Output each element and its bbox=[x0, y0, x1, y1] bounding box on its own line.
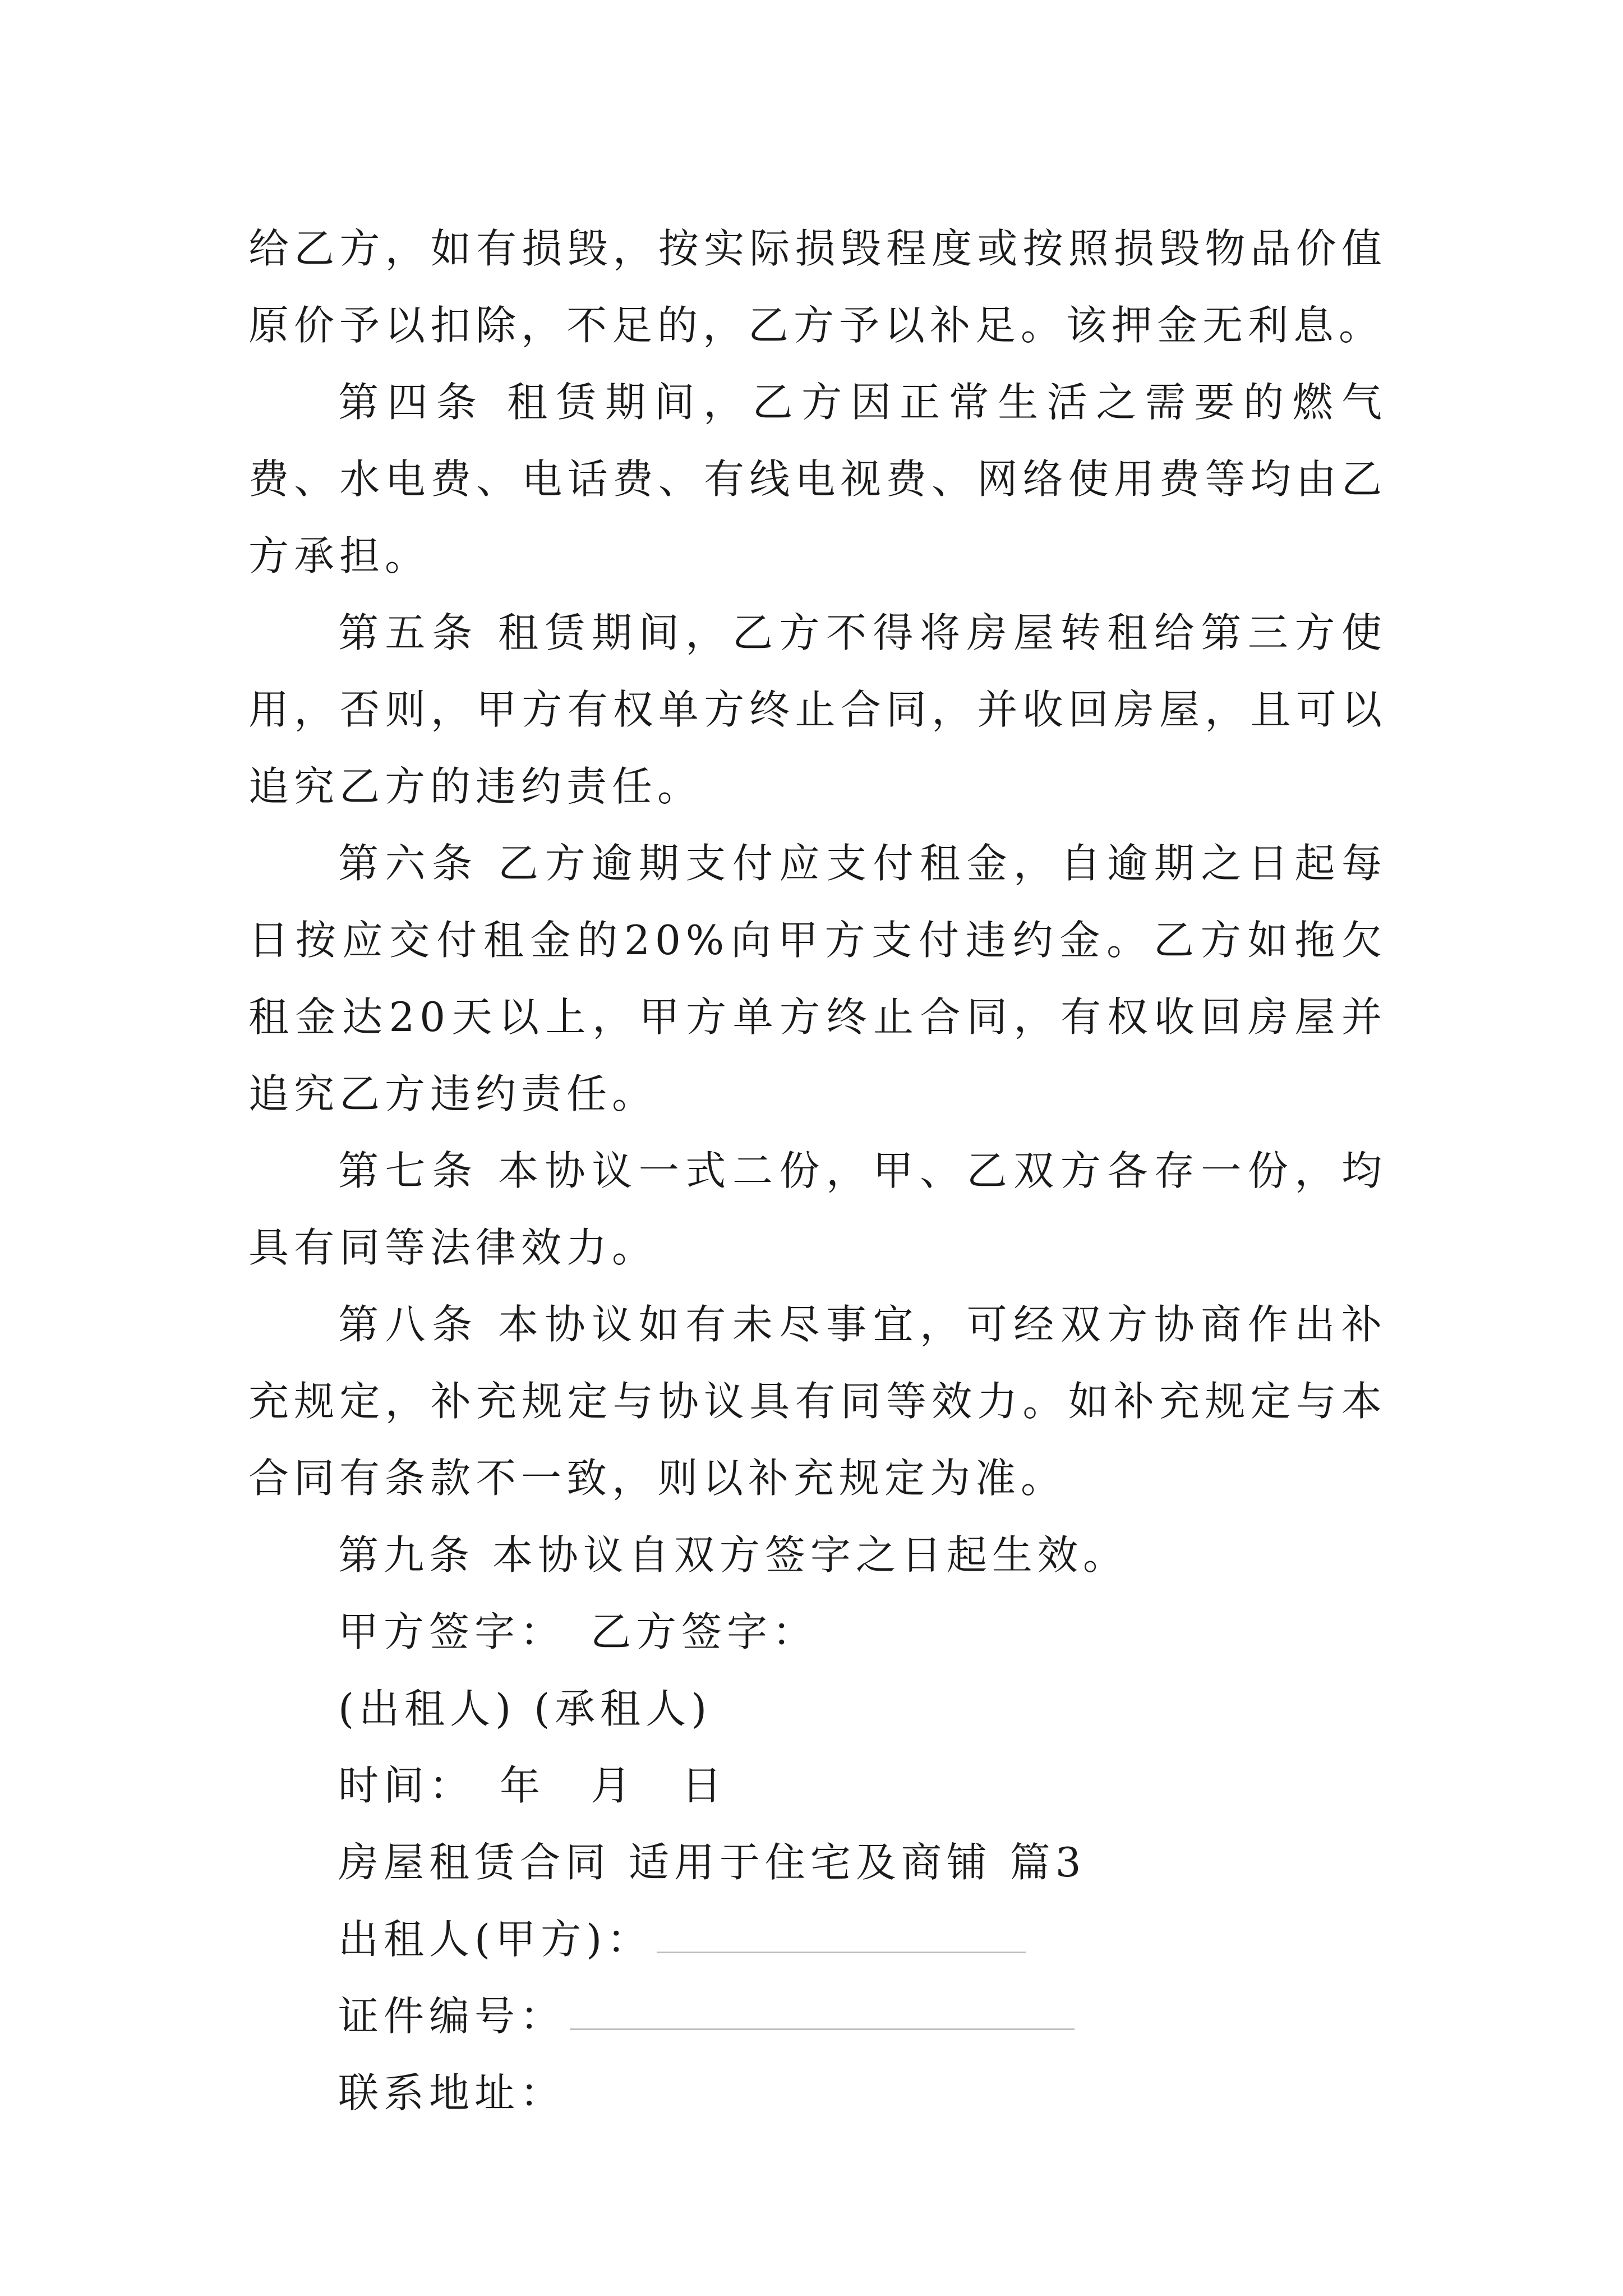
article-7: 第七条 本协议一式二份，甲、乙双方各存一份，均具有同等法律效力。 bbox=[248, 1147, 1387, 1271]
paragraph-deposit-continued: 给乙方，如有损毁，按实际损毁程度或按照损毁物品价值原价予以扣除，不足的，乙方予以补足。该押金无利息。 bbox=[248, 225, 1387, 349]
id-number-field bbox=[248, 1978, 1387, 2055]
roles-line: (出租人) (承租人) bbox=[338, 1685, 712, 1732]
article-4: 第四条 租赁期间，乙方因正常生活之需要的燃气费、水电费、电话费、有线电视费、网络使用费等均由乙方承担。 bbox=[248, 379, 1387, 579]
address-field bbox=[248, 2055, 1387, 2132]
next-contract-title: 房屋租赁合同 适用于住宅及商铺 篇3 bbox=[338, 1839, 1086, 1886]
article-9: 第九条 本协议自双方签字之日起生效。 bbox=[338, 1531, 1128, 1579]
article-6: 第六条 乙方逾期支付应支付租金，自逾期之日起每日按应交付租金的20%向甲方支付违约金。乙方如拖欠租金达20天以上，甲方单方终止合同，有权收回房屋并追究乙方违约责任。 bbox=[248, 840, 1387, 1117]
document-body bbox=[248, 210, 1387, 2132]
signature-line: 甲方签字： 乙方签字： bbox=[338, 1608, 818, 1655]
id-number-blank bbox=[570, 1996, 1075, 2030]
address-label: 联系地址： bbox=[338, 2069, 566, 2116]
lessor-label: 出租人(甲方)： bbox=[338, 1916, 653, 1963]
article-5: 第五条 租赁期间，乙方不得将房屋转租给第三方使用，否则，甲方有权单方终止合同，并收回房屋，且可以追究乙方的违约责任。 bbox=[248, 609, 1387, 810]
lessor-blank bbox=[657, 1919, 1026, 1953]
id-number-label: 证件编号： bbox=[338, 1993, 566, 2040]
date-line: 时间： 年 月 日 bbox=[338, 1762, 727, 1809]
lessor-field bbox=[248, 1901, 1387, 1978]
article-8: 第八条 本协议如有未尽事宜，可经双方协商作出补充规定，补充规定与协议具有同等效力。如补充规定与本合同有条款不一致，则以补充规定为准。 bbox=[248, 1301, 1387, 1502]
